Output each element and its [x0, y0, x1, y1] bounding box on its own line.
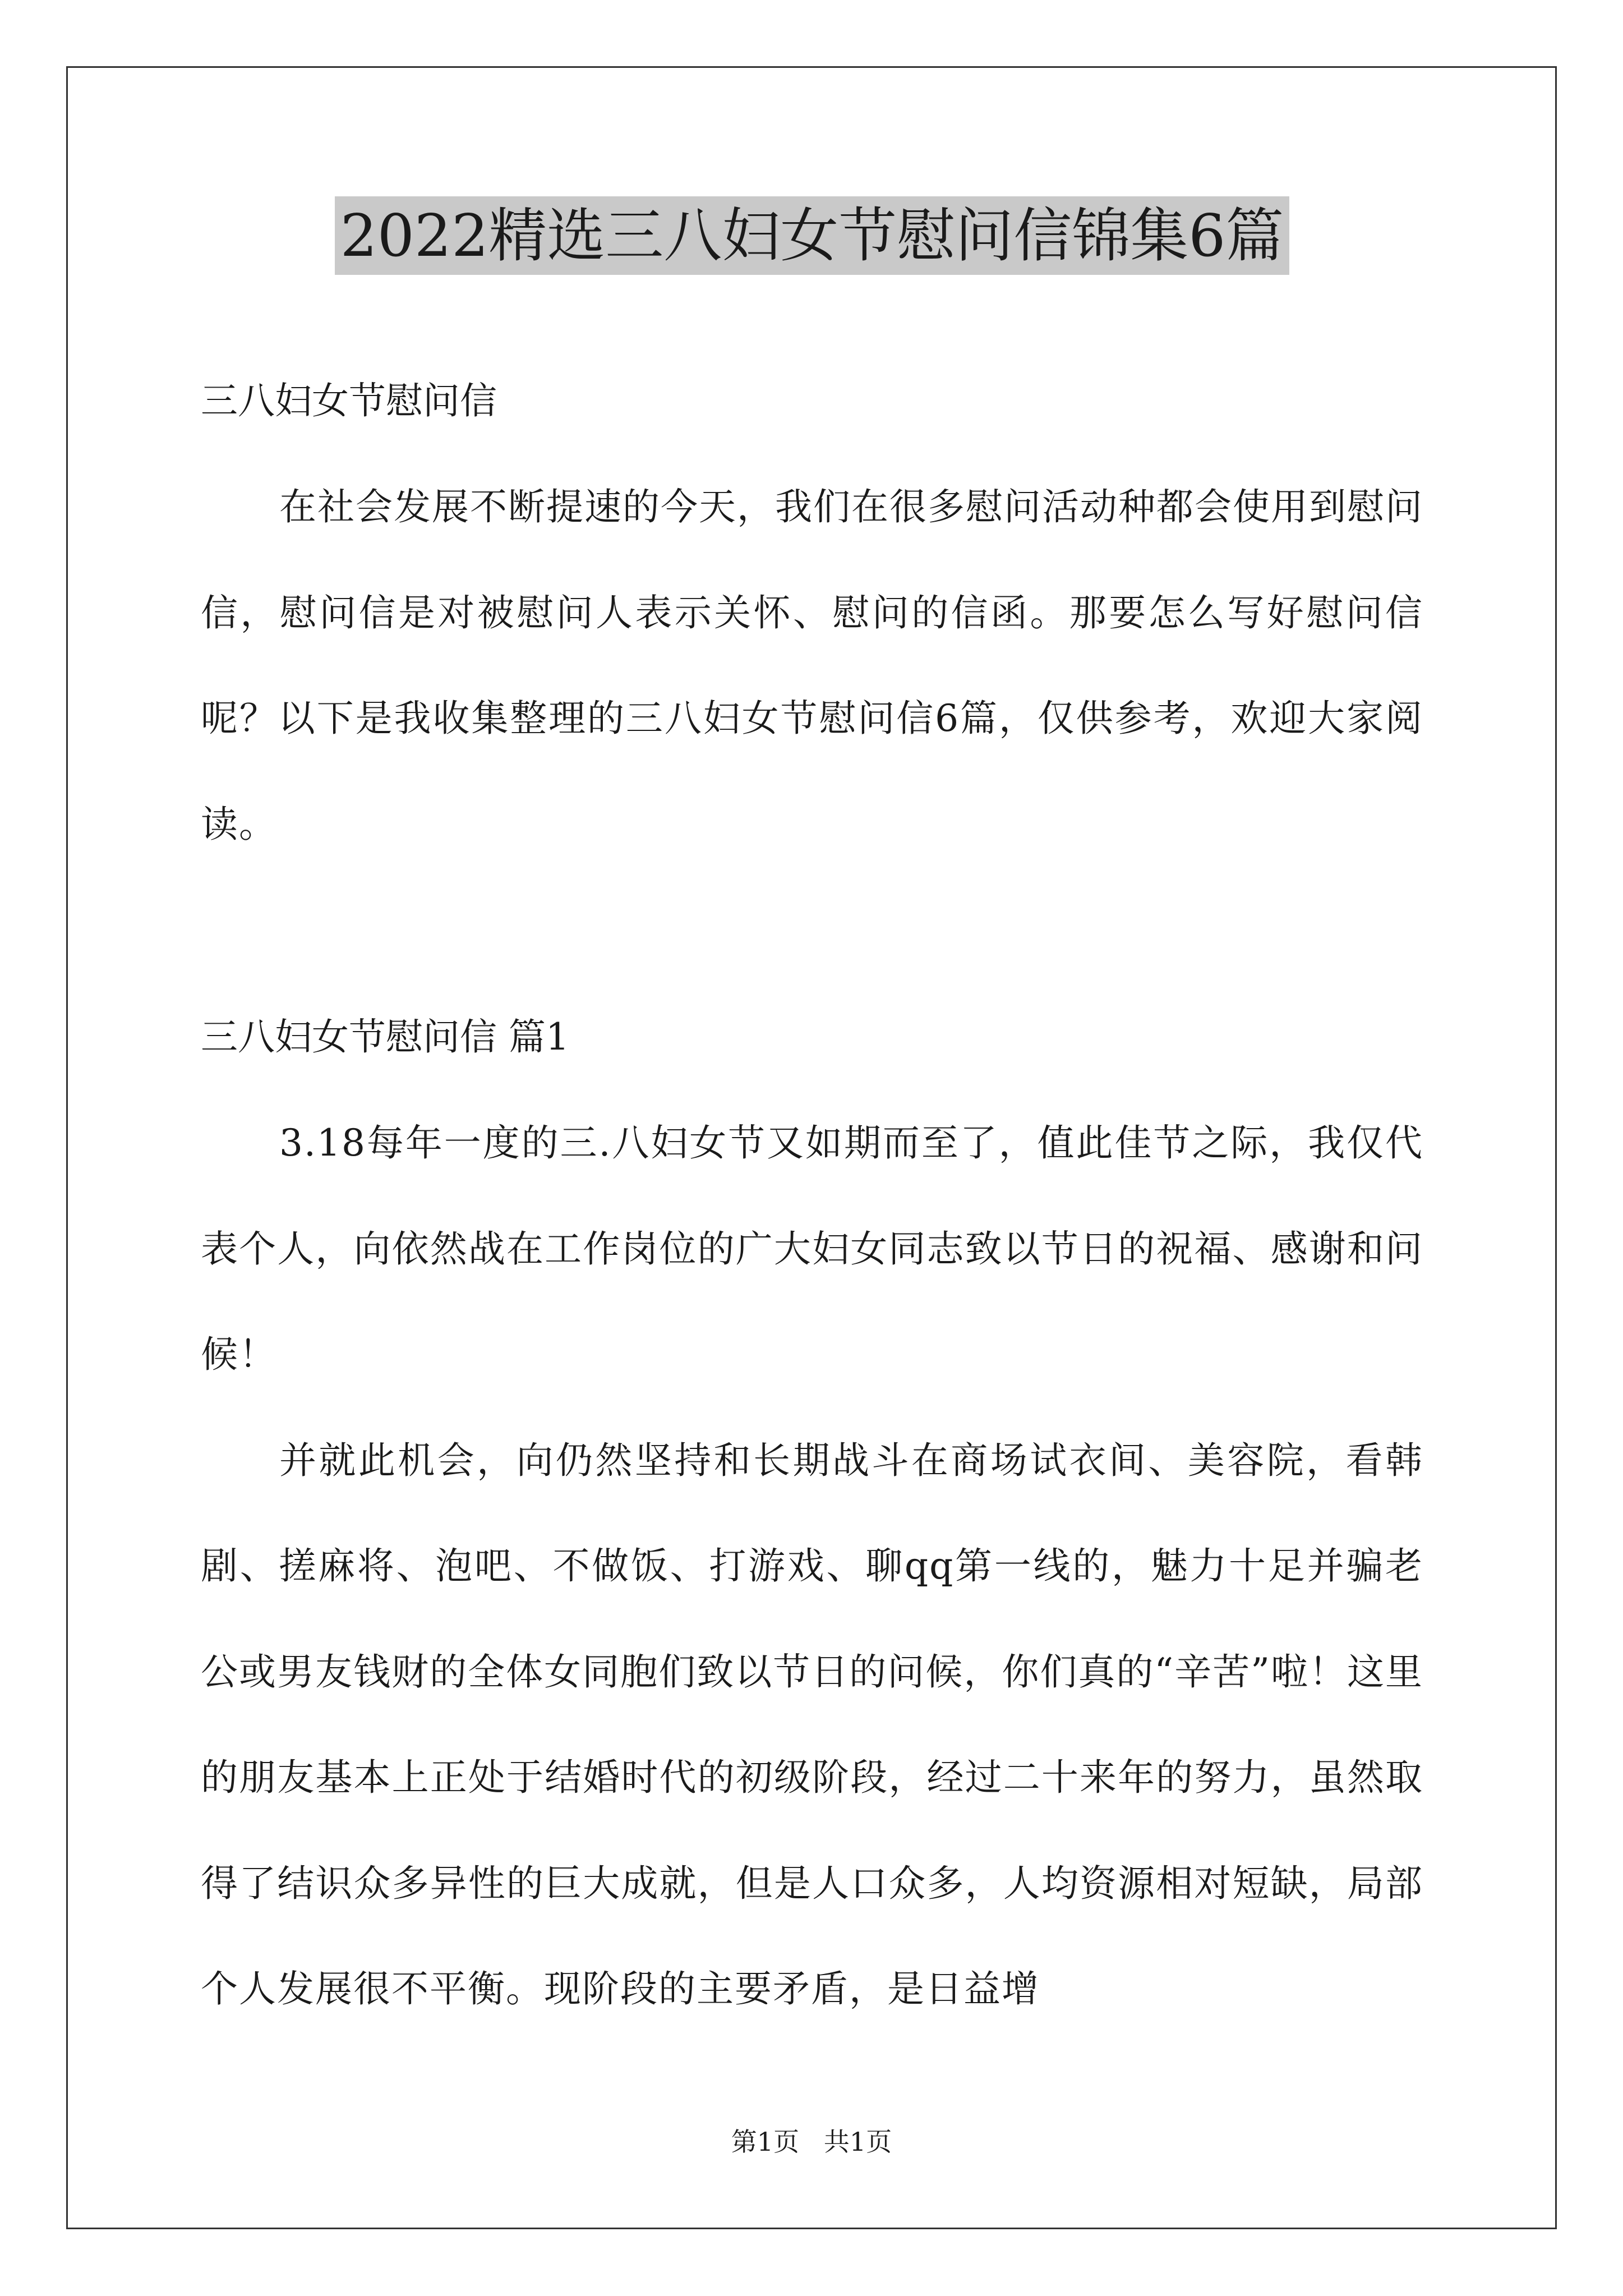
intro-heading: 三八妇女节慰问信 [201, 379, 497, 422]
section-gap [201, 877, 1423, 984]
intro-paragraph: 在社会发展不断提速的今天，我们在很多慰问活动种都会使用到慰问信，慰问信是对被慰问人表示关怀、慰问的信函。那要怎么写好慰问信呢？以下是我收集整理的三八妇女节慰问信6篇，仅供参考，欢迎大家阅读。 [201, 485, 1423, 846]
section1-paragraph-2: 并就此机会，向仍然坚持和长期战斗在商场试衣间、美容院，看韩剧、搓麻将、泡吧、不做饭、打游戏、聊qq第一线的，魅力十足并骗老公或男友钱财的全体女同胞们致以节日的问候，你们真的“辛苦”啦！这里的朋友基本上正处于结婚时代的初级阶段，经过二十来年的努力，虽然取得了结识众多异性的巨大成就，但是人口众多，人均资源相对短缺，局部个人发展很不平衡。现阶段的主要矛盾，是日益增 [201, 1438, 1423, 2010]
document-body [201, 196, 1423, 2042]
document-title: 2022精选三八妇女节慰问信锦集6篇 [335, 196, 1290, 275]
document-title-wrapper [201, 196, 1423, 275]
section1-heading: 三八妇女节慰问信 篇1 [201, 1015, 569, 1059]
page-footer: 第1页 共1页 [731, 2127, 892, 2157]
section1-paragraph-1: 3.18每年一度的三.八妇女节又如期而至了，值此佳节之际，我仅代表个人，向依然战在工作岗位的广大妇女同志致以节日的祝福、感谢和问候！ [201, 1121, 1423, 1376]
